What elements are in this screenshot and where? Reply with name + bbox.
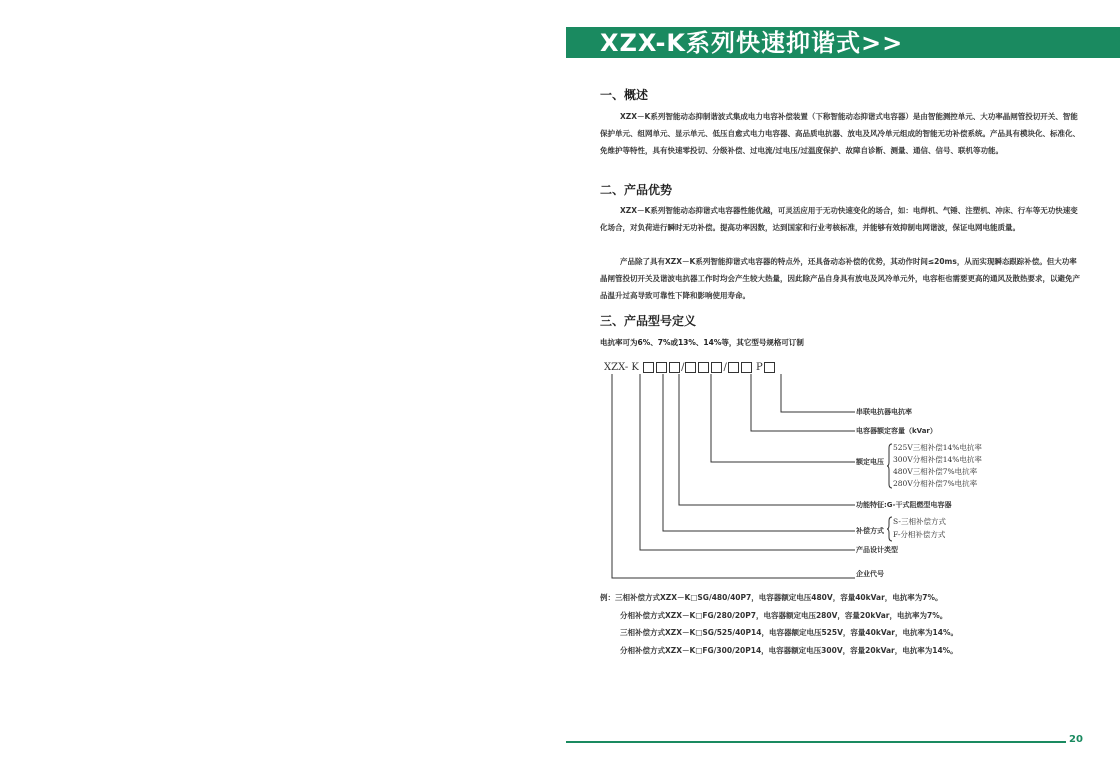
annotation-voltage-1: 525V三相补偿14%电抗率 [893, 443, 982, 452]
advantages-paragraph-2 [600, 253, 1084, 304]
model-prefix: XZX- [604, 362, 629, 373]
model-slash: / [723, 362, 727, 373]
annotation-design: 产品设计类型 [856, 546, 898, 554]
page-number: 20 [1069, 734, 1083, 745]
model-diagram [600, 372, 1020, 582]
annotation-reactor-rate: 串联电抗器电抗率 [856, 408, 912, 416]
annotation-voltage-4: 280V分相补偿7%电抗率 [893, 479, 978, 488]
examples-block [600, 589, 958, 659]
example-2: 分相补偿方式XZX－K□FG/280/20P7，电容器额定电压280V，容量20kVar，电抗率为7%。 [620, 610, 948, 620]
example-3: 三相补偿方式XZX－K□SG/525/40P14，电容器额定电压525V，容量40kVar，电抗率为14%。 [620, 628, 958, 637]
annotation-comp-label: 补偿方式 [856, 527, 884, 535]
example-1: 例：三相补偿方式XZX－K□SG/480/40P7，电容器额定电压480V，容量40kVar，电抗率为7%。 [600, 593, 943, 602]
section-heading-overview: 一、概述 [600, 88, 649, 102]
section-heading-model: 三、产品型号定义 [600, 314, 697, 328]
annotation-comp-2: F-分相补偿方式 [893, 530, 946, 539]
leader-company [612, 374, 855, 578]
leader-feature [679, 374, 855, 505]
advantages-text-2: 产品除了具有XZX－K系列智能抑谐式电容器的特点外，还具备动态补偿的优势，其动作时间≤20ms，从而实现瞬态跟踪补偿。但大功率晶闸管投切开关及谐波电抗器工作时均会产生较大热量，因此除产品自身具有放电及风冷单元外，电容柜也需要更高的通风及散热要求，以避免产品温升过高导致可靠性下降和影响使用寿命。 [600, 257, 1080, 300]
footer-rule [566, 741, 1066, 743]
annotation-voltage-2: 300V分相补偿14%电抗率 [893, 455, 982, 464]
example-4: 分相补偿方式XZX－K□FG/300/20P14，电容器额定电压300V，容量20kVar，电抗率为14%。 [620, 645, 958, 655]
overview-paragraph [600, 108, 1084, 159]
advantages-text-1: XZX－K系列智能动态抑谐式电容器性能优越，可灵活应用于无功快速变化的场合，如：电焊机、气锤、注塑机、冲床、行车等无功快速变化场合，对负荷进行瞬时无功补偿。提高功率因数，达到国家和行业考核标准，并能够有效抑制电网谐波，保证电网电能质量。 [600, 206, 1078, 232]
advantages-paragraph-1 [600, 202, 1084, 236]
overview-text: XZX－K系列智能动态抑制谐波式集成电力电容补偿装置（下称智能动态抑谐式电容器）是由智能测控单元、大功率晶闸管投切开关、智能保护单元、组网单元、显示单元、低压自愈式电力电容器、高品质电抗器、放电及风冷单元组成的智能无功补偿系统。产品具有模块化、标准化、免维护等特性，具有快速零投切、分级补偿、过电流/过电压/过温度保护、故障自诊断、测量、通信、信号、联机等功能。 [600, 112, 1080, 155]
annotation-voltage-3: 480V三相补偿7%电抗率 [893, 467, 978, 476]
annotation-company: 企业代号 [856, 570, 884, 578]
model-k: K [631, 362, 639, 373]
annotation-feature: 功能特征:G-干式阻燃型电容器 [856, 501, 952, 509]
section-heading-advantages: 二、产品优势 [600, 183, 673, 197]
annotation-capacity: 电容器额定容量（kVar） [856, 427, 937, 435]
leader-capacity [751, 374, 855, 431]
annotation-voltage-label: 额定电压 [856, 458, 884, 466]
model-slash: / [681, 362, 685, 373]
page-title: XZX-K系列快速抑谐式>> [600, 29, 904, 57]
leader-comp [663, 374, 855, 531]
model-subtitle: 电抗率可为6%、7%或13%、14%等，其它型号规格可订制 [600, 338, 804, 347]
annotation-comp-1: S-三相补偿方式 [893, 517, 946, 526]
leader-voltage [711, 374, 855, 462]
model-p: P [756, 362, 763, 373]
leader-reactor [781, 374, 855, 412]
